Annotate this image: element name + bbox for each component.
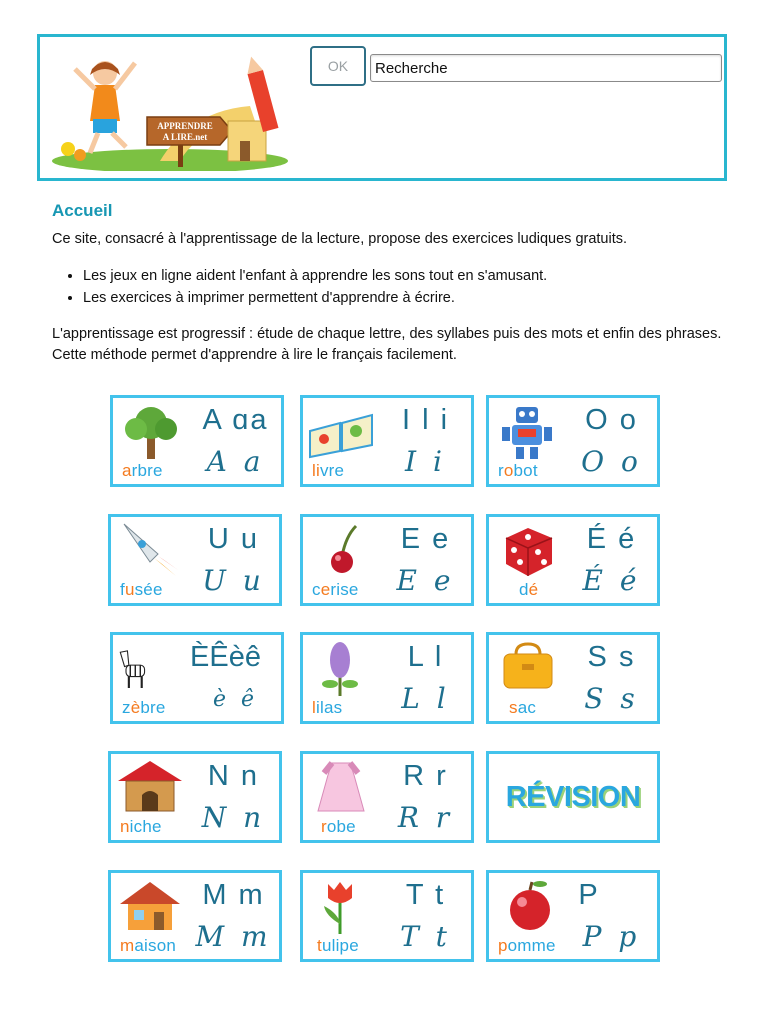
print-letters: E e: [400, 523, 451, 555]
print-letters: M m: [202, 879, 265, 911]
print-letters: P: [578, 879, 600, 911]
doghouse-icon: [114, 757, 184, 817]
tile-r[interactable]: [300, 751, 474, 843]
dice-icon: [492, 520, 562, 580]
rocket-icon: [114, 520, 184, 580]
tile-s[interactable]: [486, 632, 660, 724]
method-text: L'apprentissage est progressif : étude de chaque lettre, des syllabes puis des mots et enfin des phrases. Cette méthode permet d'apprendre à lire le français facilement.: [52, 326, 722, 363]
tile-p[interactable]: [486, 870, 660, 962]
print-letters: T t: [405, 879, 446, 911]
tile-u[interactable]: [108, 514, 282, 606]
print-letters: ÈÊèê: [190, 641, 261, 673]
print-letters: O o: [585, 404, 638, 436]
tile-m[interactable]: [108, 870, 282, 962]
cursive-letters: O o: [581, 445, 642, 478]
cherry-icon: [306, 520, 376, 580]
bag-icon: [492, 638, 562, 698]
robot-icon: [492, 401, 562, 461]
cursive-letters: S s: [584, 682, 639, 715]
search-ok-button[interactable]: OK: [310, 46, 366, 86]
cursive-letters: M m: [195, 920, 272, 953]
cursive-letters: P p: [582, 920, 641, 953]
tile-t[interactable]: [300, 870, 474, 962]
tile-word: arbre: [122, 461, 163, 480]
tile-word: cerise: [312, 580, 359, 599]
tile-word: livre: [312, 461, 345, 480]
logo-text-line1: APPRENDRE: [157, 121, 213, 131]
tile-o[interactable]: [486, 395, 660, 487]
lilac-icon: [306, 638, 376, 698]
dress-icon: [306, 757, 376, 817]
tile-e[interactable]: [300, 514, 474, 606]
cursive-letters: R r: [397, 801, 454, 834]
cursive-letters: A a: [206, 445, 265, 478]
house-icon: [114, 876, 184, 936]
tile-l[interactable]: [300, 632, 474, 724]
tile-word: zèbre: [122, 698, 166, 717]
list-item: • Les jeux en ligne aident l'enfant à apprendre les sons tout en s'amusant.: [83, 265, 547, 287]
cursive-letters: U u: [202, 564, 265, 597]
print-letters: É é: [586, 523, 637, 555]
cursive-letters: è ê: [212, 687, 259, 712]
revision-label: RÉVISION: [505, 780, 641, 813]
page-title: Accueil: [52, 201, 113, 220]
zebra-icon: [116, 638, 166, 698]
site-header: [37, 34, 727, 181]
tile-a[interactable]: [110, 395, 284, 487]
tile-word: fusée: [120, 580, 163, 599]
tile-word: sac: [509, 698, 537, 717]
tile-i[interactable]: [300, 395, 474, 487]
tulip-icon: [306, 876, 376, 936]
tile-word: lilas: [312, 698, 343, 717]
tile-word: robot: [498, 461, 538, 480]
list-item: • Les exercices à imprimer permettent d'apprendre à écrire.: [83, 287, 547, 309]
tile-word: dé: [519, 580, 539, 599]
tile-word: maison: [120, 936, 177, 955]
cursive-letters: I i: [405, 445, 446, 478]
search-input[interactable]: [370, 54, 722, 82]
print-letters: U u: [207, 523, 260, 555]
cursive-letters: N n: [201, 801, 266, 834]
tile-n[interactable]: [108, 751, 282, 843]
revision-tile[interactable]: [486, 751, 660, 843]
apple-icon: [492, 876, 562, 936]
cursive-letters: E e: [396, 564, 455, 597]
cursive-letters: L l: [401, 682, 450, 715]
tree-icon: [116, 401, 186, 461]
cursive-letters: É é: [582, 564, 641, 597]
tile-word: pomme: [498, 936, 556, 955]
print-letters: I l i: [401, 404, 450, 436]
print-letters: L l: [407, 641, 444, 673]
logo-text-line2: A LIRE.net: [162, 132, 208, 142]
tile-e-grave[interactable]: [110, 632, 284, 724]
site-logo[interactable]: [50, 51, 290, 171]
print-letters: A ɑa: [202, 404, 269, 436]
cursive-letters: T t: [400, 920, 451, 953]
intro-text: Ce site, consacré à l'apprentissage de la lecture, propose des exercices ludiques gratuits.: [52, 231, 628, 247]
print-letters: R r: [403, 760, 448, 792]
feature-list: [52, 265, 547, 309]
tile-word: tulipe: [317, 936, 359, 955]
tile-e-acute[interactable]: [486, 514, 660, 606]
print-letters: S s: [587, 641, 636, 673]
print-letters: N n: [207, 760, 260, 792]
book-icon: [306, 401, 376, 461]
tile-word: robe: [321, 817, 356, 836]
tile-word: niche: [120, 817, 162, 836]
